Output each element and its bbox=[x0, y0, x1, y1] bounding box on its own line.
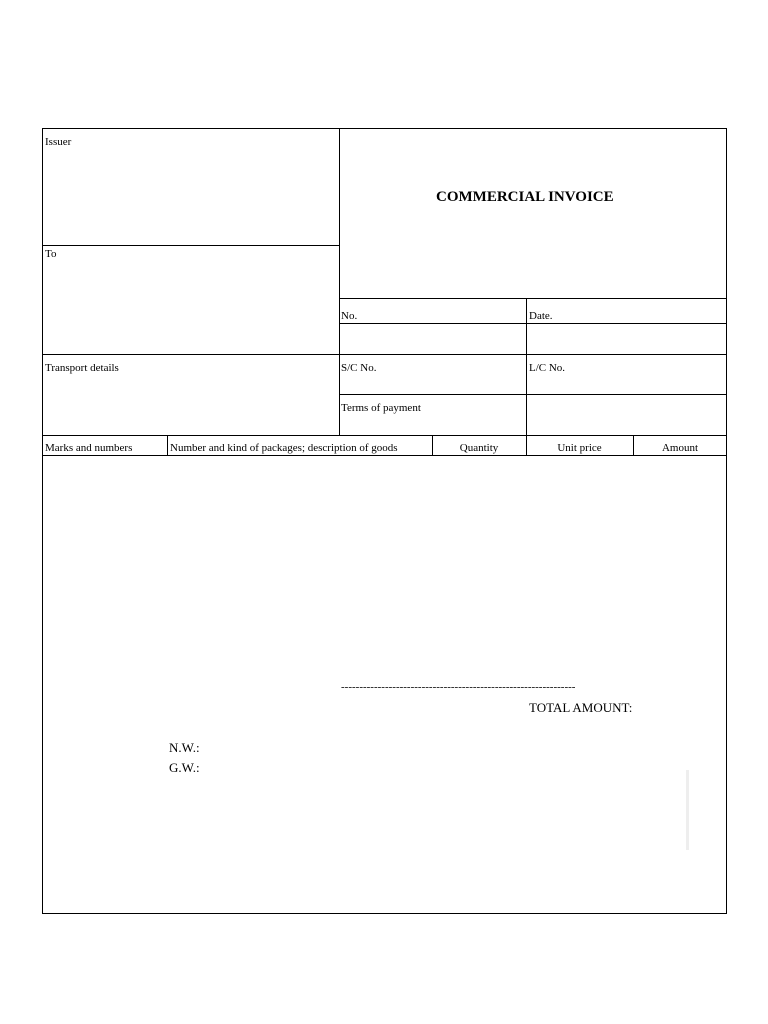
no-date-label-divider bbox=[339, 323, 727, 324]
table-header-bottom bbox=[42, 455, 727, 456]
gw-label: G.W.: bbox=[169, 760, 200, 775]
col-quantity: Quantity bbox=[459, 442, 499, 454]
transport-top-divider bbox=[42, 354, 727, 355]
transport-label: Transport details bbox=[45, 362, 119, 374]
issuer-label: Issuer bbox=[45, 136, 72, 148]
scan-artifact bbox=[686, 770, 689, 850]
date-label: Date. bbox=[529, 310, 553, 322]
col-divider-1 bbox=[167, 435, 168, 455]
col-description: Number and kind of packages; description of goods bbox=[170, 442, 398, 454]
col-marks: Marks and numbers bbox=[45, 442, 133, 454]
title-bottom-divider bbox=[339, 298, 727, 299]
sc-no-label: S/C No. bbox=[341, 362, 377, 374]
total-separator: ---------------------------------------------------------------- bbox=[341, 681, 576, 693]
col-amount: Amount bbox=[661, 442, 699, 454]
terms-top-divider bbox=[339, 394, 727, 395]
terms-label: Terms of payment bbox=[341, 402, 421, 414]
no-date-divider bbox=[526, 298, 527, 435]
to-label: To bbox=[45, 248, 57, 260]
top-vertical-divider bbox=[339, 128, 340, 435]
page-title: COMMERCIAL INVOICE bbox=[436, 189, 614, 205]
nw-label: N.W.: bbox=[169, 740, 200, 755]
lc-no-label: L/C No. bbox=[529, 362, 566, 374]
table-header-top bbox=[42, 435, 727, 436]
total-amount-label: TOTAL AMOUNT: bbox=[529, 700, 633, 715]
issuer-to-divider bbox=[42, 245, 339, 246]
no-label: No. bbox=[341, 310, 358, 322]
col-unit-price: Unit price bbox=[557, 442, 602, 454]
